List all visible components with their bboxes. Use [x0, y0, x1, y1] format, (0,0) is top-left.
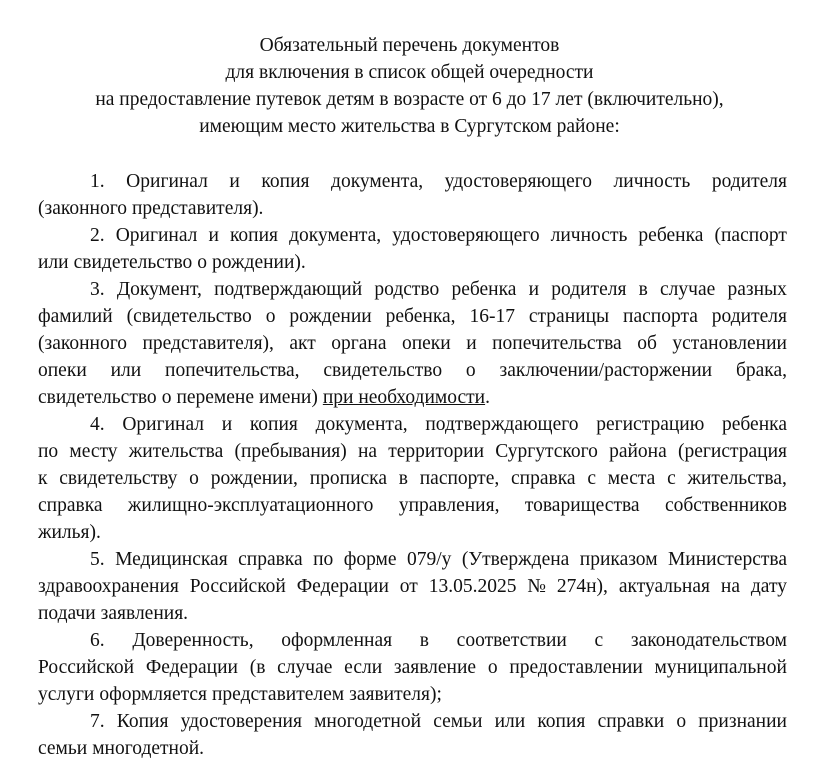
underlined-text: при необходимости [322, 387, 486, 408]
list-item-line: или свидетельство о рождении). [38, 252, 306, 273]
title-line: Обязательный перечень документов [259, 35, 560, 56]
list-item-line: (законного представителя), акт органа опеки и попечительства об установлении [38, 333, 787, 354]
list-item-line: Российской Федерации (в случае если заявление о предоставлении муниципальной [38, 657, 787, 678]
list-item-line: опеки или попечительства, свидетельство о заключении/расторжении брака, [38, 360, 787, 381]
list-item-line: 1. Оригинал и копия документа, удостоверяющего личность родителя [90, 171, 787, 192]
list-item-line: 4. Оригинал и копия документа, подтверждающего регистрацию ребенка [90, 414, 787, 435]
list-item-line: 3. Документ, подтверждающий родство ребенка и родителя в случае разных [90, 279, 787, 300]
list-item-line: свидетельство о перемене имени) при необходимости . [38, 384, 787, 411]
list-item-line: (законного представителя). [38, 198, 264, 219]
title-line: на предоставление путевок детям в возрасте от 6 до 17 лет (включительно), [95, 89, 724, 110]
list-item-line: фамилий (свидетельство о рождении ребенка, 16-17 страницы паспорта родителя [38, 306, 787, 327]
list-item-line: справка жилищно-эксплуатационного управления, товарищества собственников [38, 495, 787, 516]
list-item-line: по месту жительства (пребывания) на территории Сургутского района (регистрация [38, 441, 787, 462]
list-item-line: 5. Медицинская справка по форме 079/у (Утверждена приказом Министерства [90, 549, 787, 570]
list-item-line: 6. Доверенность, оформленная в соответствии с законодательством [90, 630, 787, 651]
list-item-line: семьи многодетной. [38, 738, 205, 759]
title-line: для включения в список общей очередности [225, 62, 594, 83]
list-item-line: жилья). [38, 522, 101, 543]
list-item-line: подачи заявления. [38, 603, 189, 624]
list-item-line: услуги оформляется представителем заявителя); [38, 684, 442, 705]
list-item-line: 7. Копия удостоверения многодетной семьи или копия справки о признании [90, 711, 787, 732]
title-line: имеющим место жительства в Сургутском районе: [199, 116, 620, 137]
list-item-line: здравоохранения Российской Федерации от 13.05.2025 № 274н), актуальная на дату [38, 576, 787, 597]
list-item-line: 2. Оригинал и копия документа, удостоверяющего личность ребенка (паспорт [90, 225, 787, 246]
list-item-line: к свидетельству о рождении, прописка в паспорте, справка с места с жительства, [38, 468, 787, 489]
